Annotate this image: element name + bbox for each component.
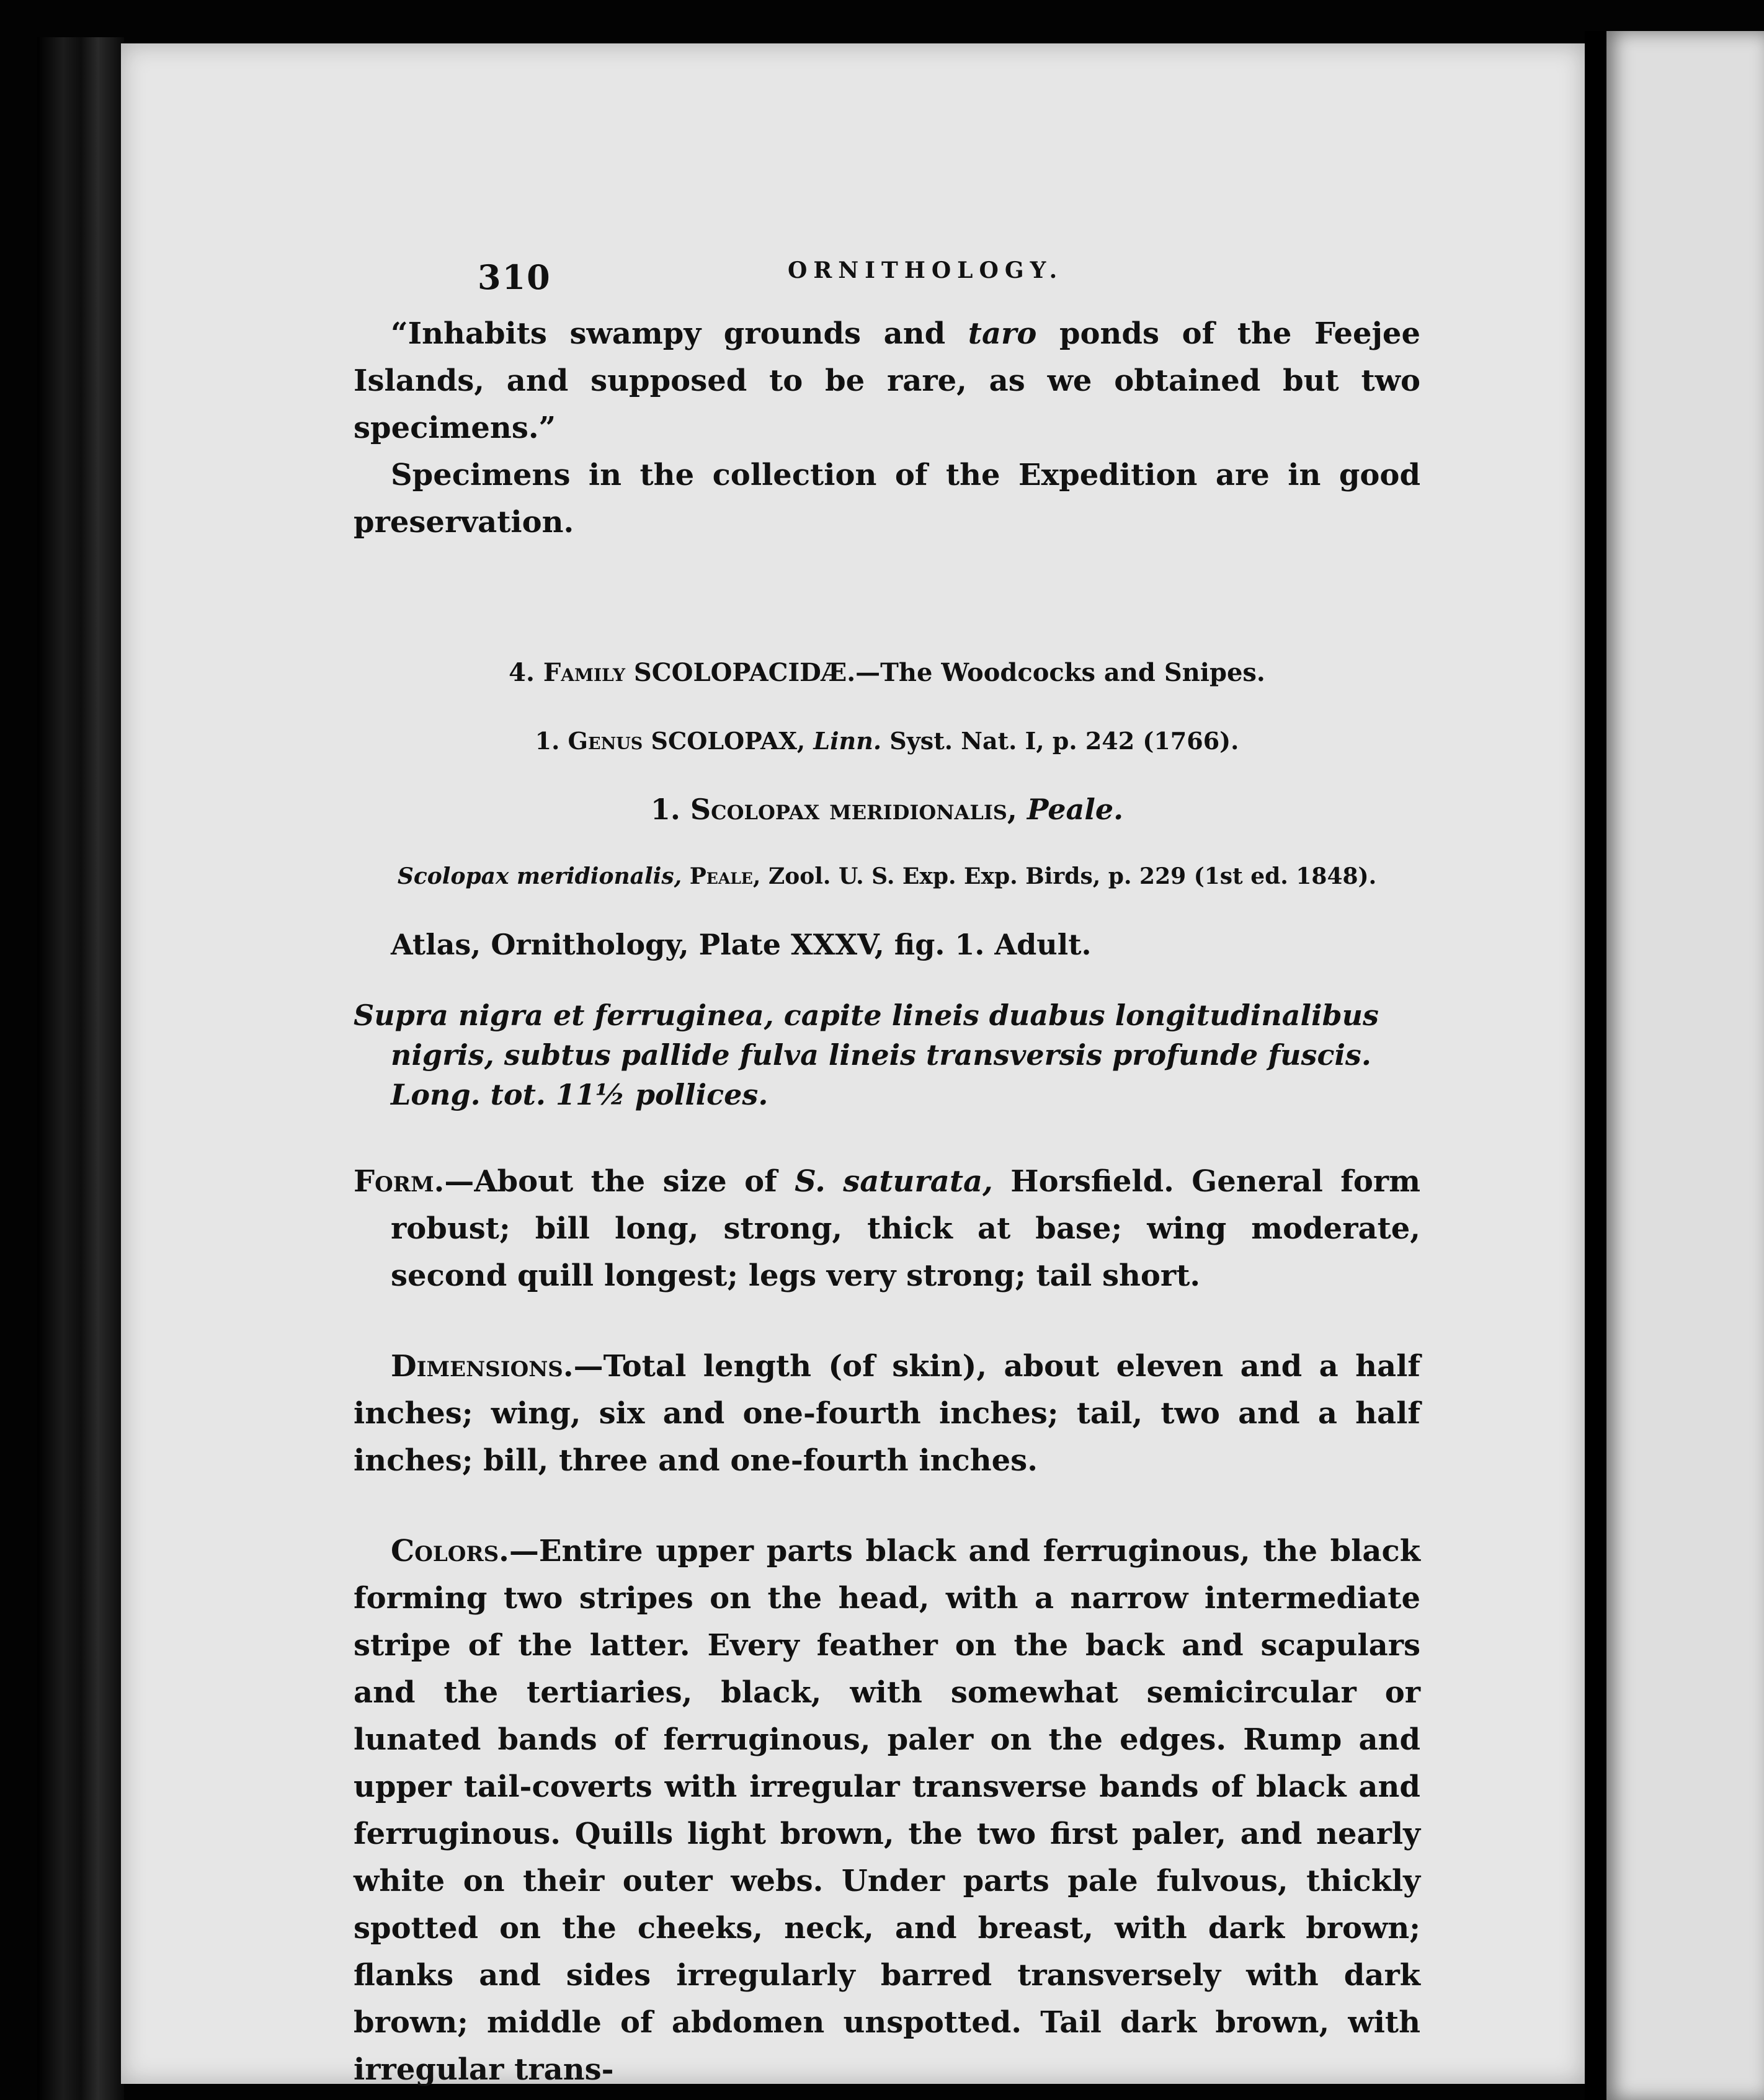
genus-heading (354, 723, 1420, 760)
spacer (354, 692, 1420, 723)
spacer (354, 546, 1420, 654)
genus-authority: Linn. (813, 727, 882, 755)
quote-paragraph (354, 310, 1420, 452)
book-spine-edge (37, 37, 124, 2100)
species-authority: Peale. (1027, 793, 1124, 826)
quote-part-3: ponds of the Feejee Islands, and supposed to be rare, as we obtained but two specimens.” (354, 316, 1420, 445)
spacer (354, 1299, 1420, 1343)
running-head (354, 245, 1420, 295)
latin-diagnosis: Supra nigra et ferruginea, capite lineis duabus longitudinalibus nigris, subtus pallide fulva lineis transversis profunde fuscis. Long. tot. 11½ pollices. (354, 999, 1379, 1111)
spacer (354, 1115, 1420, 1158)
dimensions-paragraph (354, 1343, 1420, 1484)
spacer (354, 760, 1420, 791)
species-number: 1. (650, 793, 680, 826)
atlas-reference: Atlas, Ornithology, Plate XXXV, fig. 1. Adult. (391, 928, 1092, 961)
family-common-name: —The Woodcocks and Snipes. (855, 658, 1265, 687)
colors-text: —Entire upper parts black and ferruginous, the black forming two stripes on the head, with a narrow intermediate stripe of the latter. Every feather on the back and scapulars and the tertiaries, black, with somewhat semicircular or lunated bands of ferruginous, paler on the edges. Rump and upper tail-coverts with irregular transverse bands of black and ferruginous. Quills light brown, the two first paler, and nearly white on their outer webs. Under parts pale fulvous, thickly spotted on the cheeks, neck, and breast, with dark brown; flanks and sides irregularly barred transversely with dark brown; middle of abdomen unspotted. Tail dark brown, with irregular trans- (354, 1534, 1420, 2087)
dimensions-text: —Total length (of skin), about eleven and a half inches; wing, six and one-fourth inches; tail, two and a half inches; bill, three and one-fourth inches. (354, 1349, 1420, 1478)
synonym-author: Peale, (689, 863, 761, 889)
family-number: 4. (509, 658, 535, 687)
page-number: 310 (478, 257, 551, 297)
quote-part-taro: taro (968, 316, 1037, 351)
species-name: Scolopax meridionalis, (690, 793, 1017, 826)
family-rank: Family (543, 658, 625, 687)
colors-label: Colors. (391, 1534, 509, 1568)
dimensions-label: Dimensions. (391, 1349, 574, 1384)
genus-rank: Genus (568, 727, 643, 755)
spacer (354, 1484, 1420, 1528)
facing-page-edge (1606, 31, 1764, 2100)
synonym-citation: Zool. U. S. Exp. Exp. Birds, p. 229 (1st ed. 1848). (768, 863, 1377, 889)
form-label: Form. (354, 1164, 445, 1199)
spacer (354, 894, 1420, 925)
spacer (354, 828, 1420, 859)
family-name: SCOLOPACIDÆ. (633, 658, 856, 687)
genus-number: 1. (535, 727, 560, 755)
form-paragraph (354, 1158, 1420, 1299)
family-heading (354, 654, 1420, 692)
quote-part-1: “Inhabits swampy grounds and (391, 316, 968, 351)
spacer (354, 964, 1420, 995)
page-content (354, 245, 1420, 2093)
page-gutter (1585, 31, 1606, 2100)
synonymy-line (354, 859, 1420, 894)
running-title: ORNITHOLOGY. (788, 257, 1064, 283)
form-text-after: Horsfield. General form robust; bill long, strong, thick at base; wing moderate, second quill longest; legs very strong; tail short. (391, 1164, 1421, 1293)
genus-name: SCOLOPAX, (651, 727, 806, 755)
synonym-name: Scolopax meridionalis, (397, 863, 682, 889)
genus-citation: Syst. Nat. I, p. 242 (1766). (889, 727, 1239, 755)
colors-paragraph (354, 1528, 1420, 2093)
form-species-ref: S. saturata, (795, 1164, 993, 1199)
species-heading (354, 791, 1420, 828)
specimens-paragraph: Specimens in the collection of the Expedition are in good preservation. (354, 458, 1420, 540)
form-text-before: —About the size of (444, 1164, 795, 1199)
